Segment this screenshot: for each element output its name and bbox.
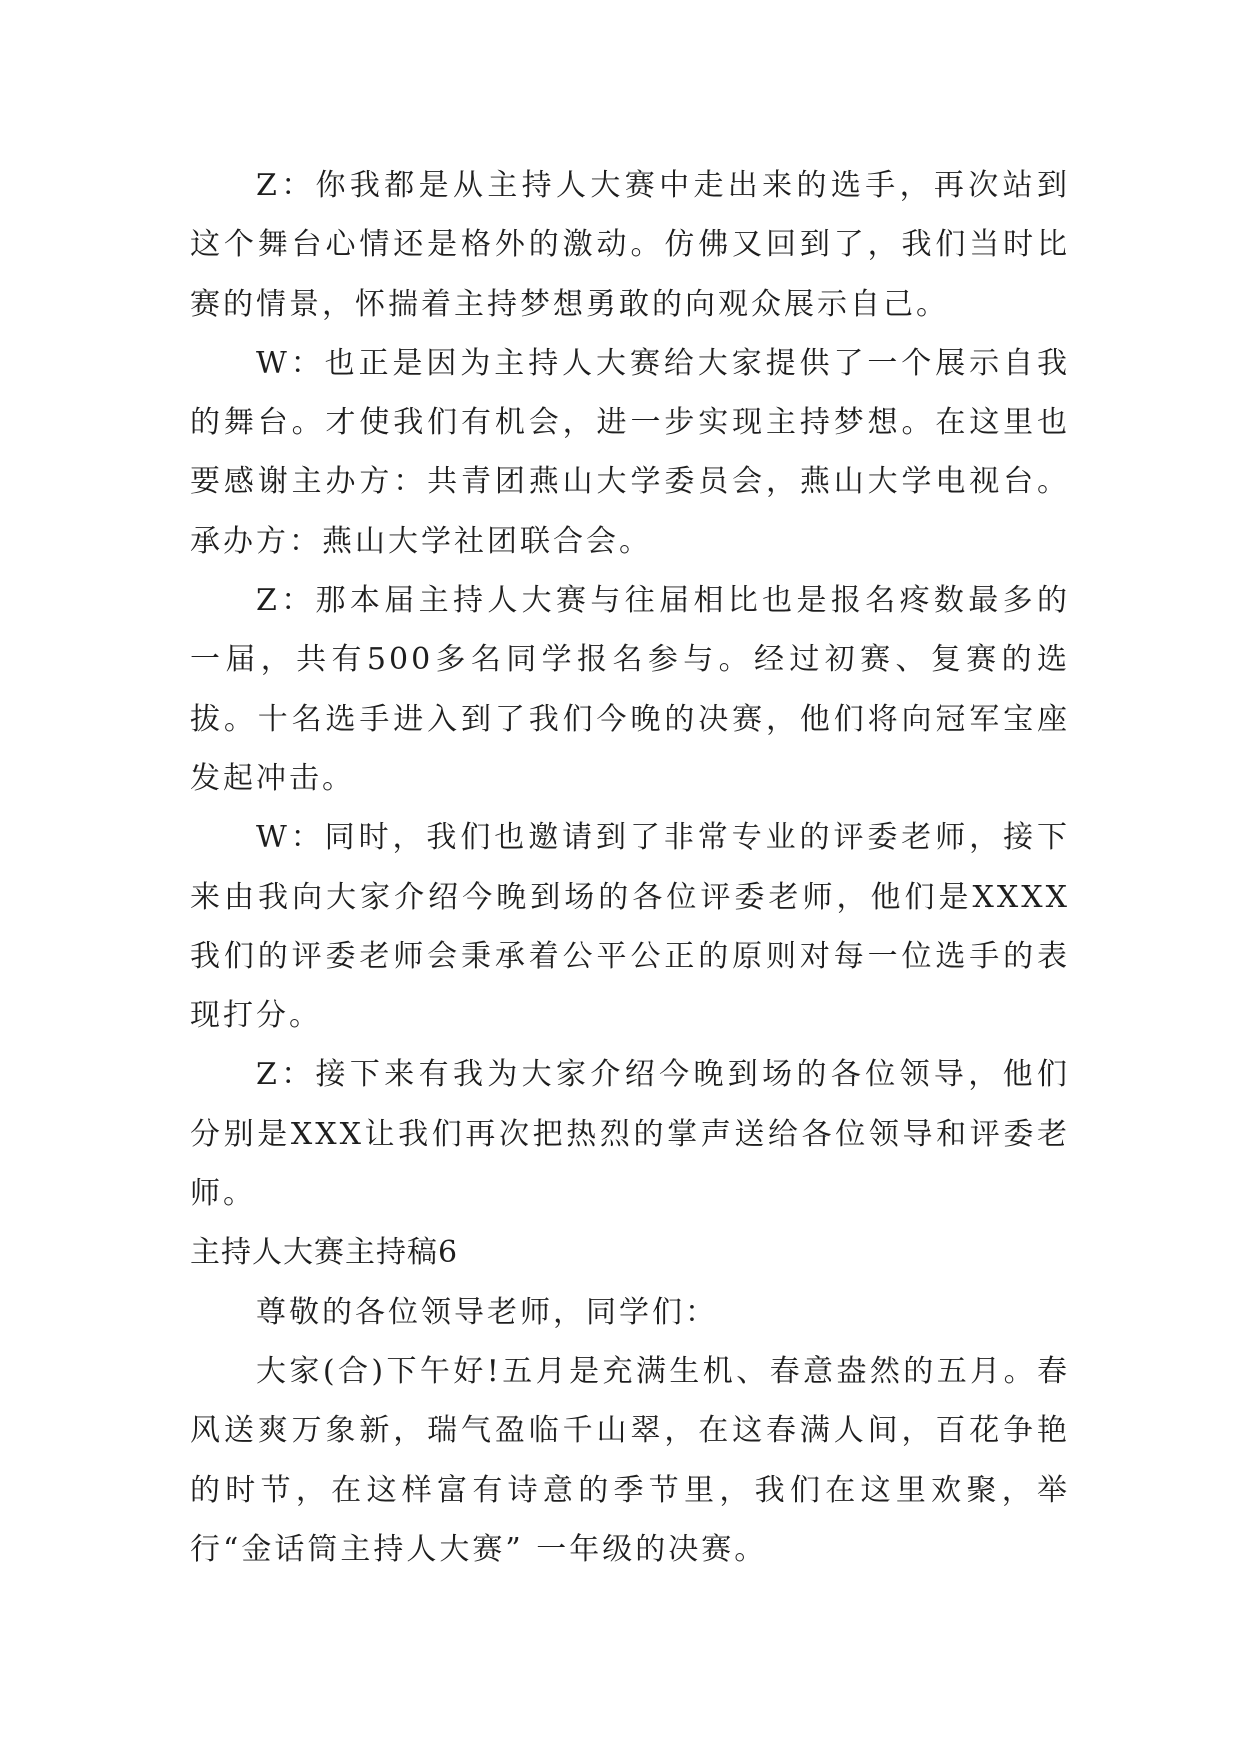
paragraph-host-z-contestants: Z：那本届主持人大赛与往届相比也是报名疼数最多的一届，共有500多名同学报名参与。经过初赛、复赛的选拔。十名选手进入到了我们今晚的决赛，他们将向冠军宝座发起冲击。 [190,583,1070,796]
paragraph-opening: 大家(合)下午好!五月是充满生机、春意盎然的五月。春风送爽万象新，瑞气盈临千山翠，在这春满人间，百花争艳的时节，在这样富有诗意的季节里，我们在这里欢聚，举行“金话筒主持人大赛” 一年级的决赛。 [190,1353,1070,1567]
section-title: 主持人大赛主持稿6 [190,1235,459,1271]
paragraph-host-z-leaders: Z：接下来有我为大家介绍今晚到场的各位领导，他们分别是XXX让我们再次把热烈的掌声送给各位领导和评委老师。 [190,1057,1070,1212]
paragraph-host-z-intro: Z：你我都是从主持人大赛中走出来的选手，再次站到这个舞台心情还是格外的激动。仿佛又回到了，我们当时比赛的情景，怀揣着主持梦想勇敢的向观众展示自己。 [190,168,1070,322]
paragraph-greeting: 尊敬的各位领导老师，同学们： [256,1294,718,1330]
paragraph-host-w-organizers: W：也正是因为主持人大赛给大家提供了一个展示自我的舞台。才使我们有机会，进一步实现主持梦想。在这里也要感谢主办方：共青团燕山大学委员会，燕山大学电视台。承办方：燕山大学社团联合会。 [190,345,1070,559]
paragraph-host-w-judges: W：同时，我们也邀请到了非常专业的评委老师，接下来由我向大家介绍今晚到场的各位评委老师，他们是XXXX我们的评委老师会秉承着公平公正的原则对每一位选手的表现打分。 [190,820,1070,1034]
document-body [190,156,1070,1579]
